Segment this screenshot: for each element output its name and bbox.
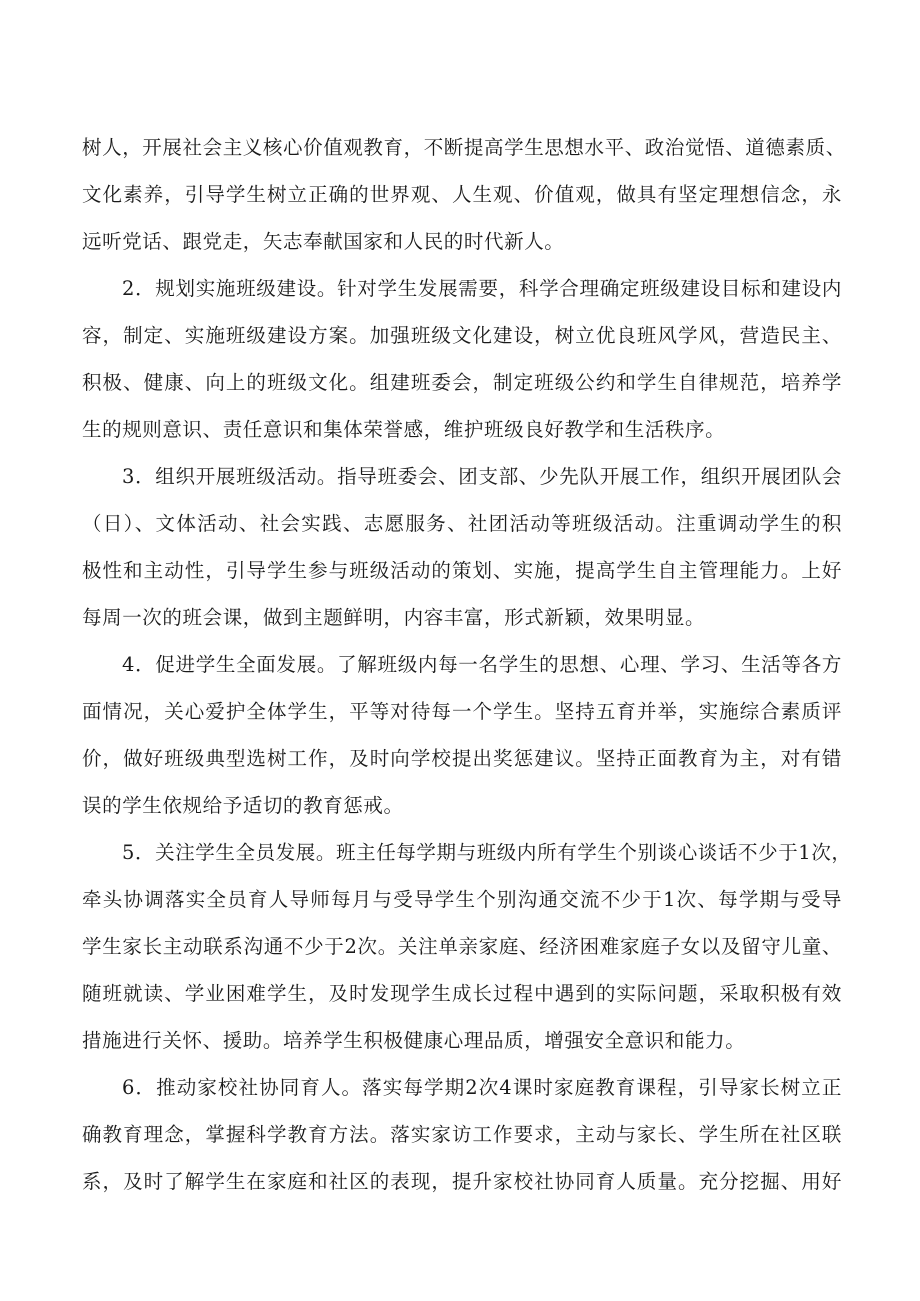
text-line: 4．促进学生全面发展。了解班级内每一名学生的思想、心理、学习、生活等各方 [122,653,842,676]
text-line: 5．关注学生全员发展。班主任每学期与班级内所有学生个别谈心谈话不少于1次， [122,841,852,864]
text-line: 随班就读、学业困难学生，及时发现学生成长过程中遇到的实际问题，采取积极有效 [82,982,842,1005]
text-line: 每周一次的班会课，做到主题鲜明，内容丰富，形式新颖，效果明显。 [82,606,706,629]
text-line: 误的学生依规给予适切的教育惩戒。 [82,794,404,817]
text-line: 容，制定、实施班级建设方案。加强班级文化建设，树立优良班风学风，营造民主、 [82,324,842,347]
text-line: 2．规划实施班级建设。针对学生发展需要，科学合理确定班级建设目标和建设内 [122,277,842,300]
text-line: 面情况，关心爱护全体学生，平等对待每一个学生。坚持五育并举，实施综合素质评 [82,700,842,723]
text-line: 措施进行关怀、援助。培养学生积极健康心理品质，增强安全意识和能力。 [82,1029,746,1052]
text-line: 学生家长主动联系沟通不少于2次。关注单亲家庭、经济困难家庭子女以及留守儿童、 [82,935,842,958]
paragraph-intro [82,124,846,265]
text-line: 积极、健康、向上的班级文化。组建班委会，制定班级公约和学生自律规范，培养学 [82,371,842,394]
paragraph-item-5 [82,829,852,1064]
text-line: 系，及时了解学生在家庭和社区的表现，提升家校社协同育人质量。充分挖掘、用好 [82,1170,842,1193]
text-line: 3．组织开展班级活动。指导班委会、团支部、少先队开展工作，组织开展团队会 [122,465,842,488]
text-line: 生的规则意识、责任意识和集体荣誉感，维护班级良好教学和生活秩序。 [82,418,726,441]
text-line: 文化素养，引导学生树立正确的世界观、人生观、价值观，做具有坚定理想信念，永 [82,183,842,206]
text-line: 确教育理念，掌握科学教育方法。落实家访工作要求，主动与家长、学生所在社区联 [82,1123,842,1146]
text-line: 树人，开展社会主义核心价值观教育，不断提高学生思想水平、政治觉悟、道德素质、 [82,136,846,159]
text-line: 远听党话、跟党走，矢志奉献国家和人民的时代新人。 [82,230,565,253]
text-line: 价，做好班级典型选树工作，及时向学校提出奖惩建议。坚持正面教育为主，对有错 [82,747,842,770]
paragraph-item-2 [82,265,842,453]
text-line: 极性和主动性，引导学生参与班级活动的策划、实施，提高学生自主管理能力。上好 [82,559,842,582]
text-line: （日）、文体活动、社会实践、志愿服务、社团活动等班级活动。注重调动学生的积 [82,512,842,535]
text-line: 6．推动家校社协同育人。落实每学期2次4课时家庭教育课程，引导家长树立正 [122,1076,842,1099]
text-line: 牵头协调落实全员育人导师每月与受导学生个别沟通交流不少于1次、每学期与受导 [82,888,842,911]
paragraph-item-4 [82,641,842,829]
paragraph-item-6 [82,1064,842,1205]
document-page [82,124,852,1205]
paragraph-item-3 [82,453,842,641]
